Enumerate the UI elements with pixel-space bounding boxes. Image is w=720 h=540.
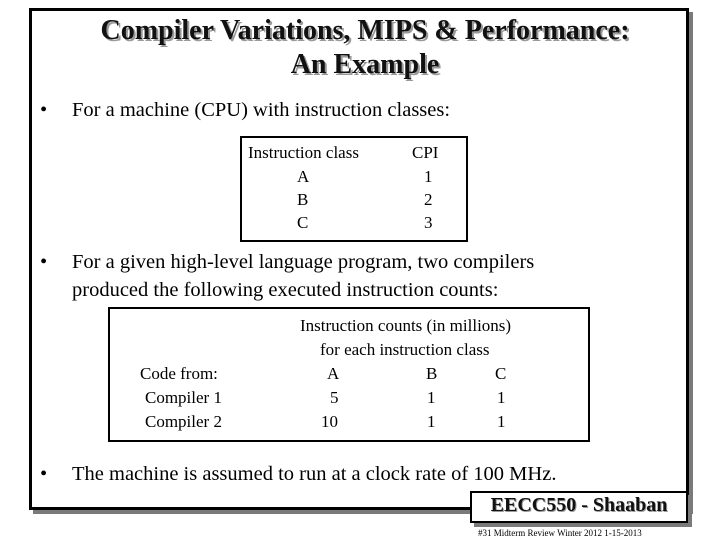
cpi-row-value: 1: [424, 167, 433, 186]
compiler-count-c: 1: [497, 388, 506, 407]
compiler-count-b: 1: [427, 388, 436, 407]
compiler-row-label: Compiler 2: [145, 412, 222, 431]
compiler-count-a: 10: [321, 412, 338, 431]
cpi-row-class: B: [297, 190, 309, 209]
cpi-row-value: 2: [424, 190, 433, 209]
bullet-text: For a machine (CPU) with instruction classes:: [72, 99, 451, 121]
compiler-row-label: Compiler 1: [145, 388, 222, 407]
cpi-table: [240, 136, 468, 242]
cpi-table-header-class: Instruction class: [248, 143, 359, 162]
compiler-count-b: 1: [427, 412, 436, 431]
counts-header-line-1: Instruction counts (in millions): [300, 316, 512, 335]
title-line-2: An Example: [290, 49, 440, 80]
cpi-table-header-cpi: CPI: [412, 143, 439, 162]
bullet-text: The machine is assumed to run at a clock rate of 100 MHz.: [72, 463, 557, 485]
footer-note: #31 Midterm Review Winter 2012 1-15-2013: [478, 528, 642, 538]
title-line-1: Compiler Variations, MIPS & Performance:: [100, 15, 630, 46]
bullet-dot: •: [40, 251, 48, 273]
bullet-text-line-2: produced the following executed instruction counts:: [72, 279, 499, 301]
bullet-dot: •: [40, 463, 48, 485]
counts-header-line-2: for each instruction class: [320, 340, 490, 359]
cpi-row-value: 3: [424, 213, 433, 232]
row-label-header: Code from:: [140, 364, 218, 383]
compiler-count-a: 5: [330, 388, 339, 407]
class-header-b: B: [426, 364, 438, 383]
bullet-dot: •: [40, 99, 48, 121]
footer-label: EECC550 - Shaaban: [490, 494, 668, 516]
slide-title: [40, 14, 690, 82]
instruction-counts-table: [108, 307, 590, 442]
cpi-row-class: A: [297, 167, 310, 186]
bullet-text-line-1: For a given high-level language program, two compilers: [72, 251, 535, 273]
cpi-row-class: C: [297, 213, 309, 232]
class-header-a: A: [327, 364, 340, 383]
class-header-c: C: [495, 364, 507, 383]
compiler-count-c: 1: [497, 412, 506, 431]
